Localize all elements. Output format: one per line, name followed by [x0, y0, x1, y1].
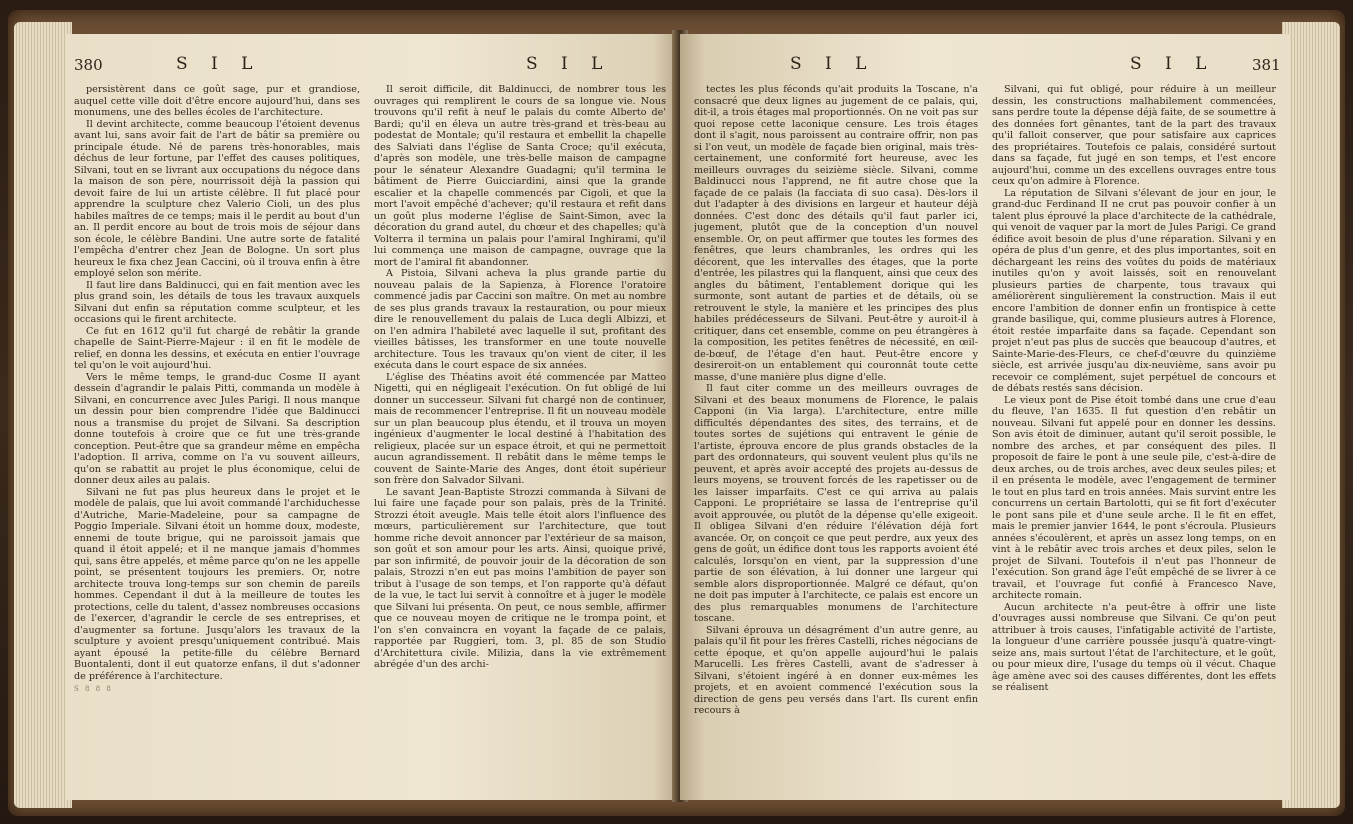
- paragraph: Vers le même temps, le grand-duc Cosme II ayant dessein d'agrandir le palais Pitti, commanda un modèle à Silvani, en concurrence avec Jules Parigi. Il nous manque un dessin pour bien comprendre l'idée que Baldinucci nous a transmise du projet de Silvani. Sa description donne toutefois à croire que ce fut une très-grande conception. Peut-être que sa grandeur même en empêcha l'adoption. Il arriva, comme on l'a vu souvent ailleurs, qu'on se rabattit au projet le plus économique, celui de donner deux ailes au palais.: [74, 371, 360, 486]
- paragraph: tectes les plus féconds qu'ait produits la Toscane, n'a consacré que deux lignes au jugement de ce palais, qui, dit-il, a trois étages mal proportionnés. On ne voit pas sur quoi repose cette laconique censure. Les trois étages dont il s'agit, nous paroissent au contraire offrir, non pas si l'on veut, un modèle de façade bien original, mais très-certainement, une conformité fort heureuse, avec les meilleurs ouvrages du seizième siècle. Silvani, comme Baldinucci nous l'apprend, ne fit autre chose que la façade de ce palais (la facciata di suo casa). Dès-lors il dut l'adapter à des divisions en largeur et hauteur déjà données. C'est donc des détails qu'il faut parler ici, jugement, plutôt que de la conception d'un nouvel ensemble. Or, on peut affirmer que toutes les formes des fenêtres, que leurs chambranles, les ordres qui les décorent, que les intervalles des étages, que la porte d'entrée, les pilastres qui la flanquent, ainsi que ceux des angles du bâtiment, l'entablement dorique qui les surmonte, sont autant de parties et de détails, où se retrouvent le style, la manière et les principes des plus habiles prédécesseurs de Silvani. Peut-être y auroit-il à critiquer, dans cet ensemble, comme on peu étrangères à la composition, les petites fenêtres de nécessité, en œil-de-bœuf, de l'étage d'en haut. Peut-être encore y desireroit-on un entablement qui couronnât toute cette masse, d'une manière plus digne d'elle.: [694, 84, 978, 383]
- paragraph: Silvani éprouva un désagrément d'un autre genre, au palais qu'il fit pour les frères Castelli, riches négocians de cette époque, et qu'on appelle aujourd'hui le palais Marucelli. Les frères Castelli, avant de s'adresser à Silvani, s'étoient ingéré à en donner eux-mêmes les projets, et en avoient commencé l'exécution sous la direction de gens peu versés dans l'art. Ils curent enfin recours à: [694, 624, 978, 716]
- page-edges-right: [1282, 22, 1340, 808]
- paragraph: L'église des Théatins avoit été commencée par Matteo Nigetti, qui en négligeait l'exécution. On fut obligé de lui donner un successeur. Silvani fut chargé non de continuer, mais de recommencer l'entreprise. Il fit un nouveau modèle sur un plan beaucoup plus étendu, et il trouva un moyen ingénieux d'augmenter le local destiné à l'habitation des religieux, placée sur un espace étroit, et qui ne permettoit aucun agrandissement. Il rebâtit dans le même temps le couvent de Sainte-Marie des Anges, dont étoit supérieur son frère don Salvador Silvani.: [374, 371, 666, 486]
- paragraph: Silvani, qui fut obligé, pour réduire à un meilleur dessin, les constructions malhabilement commencées, sans perdre toute la dépense déjà faite, de se soumettre à des données fort gênantes, tant de la part des travaux qu'il falloit conserver, que pour satisfaire aux caprices des propriétaires. Toutefois ce palais, considéré surtout dans sa façade, fut jugé en son temps, et l'est encore aujourd'hui, comme un des excellens ouvrages entre tous ceux qu'on admire à Florence.: [992, 84, 1276, 187]
- paragraph: Le savant Jean-Baptiste Strozzi commanda à Silvani de lui faire une façade pour son palais, près de la Trinité. Strozzi étoit aveugle. Mais telle étoit alors l'influence des mœurs, particulièrement sur l'architecture, que tout homme riche devoit annoncer par l'extérieur de sa maison, son goût et son amour pour les arts. Ainsi, quoique privé, par son infirmité, de pouvoir jouir de la décoration de son palais, Strozzi n'en eut pas moins l'ambition de payer son tribut à l'usage de son temps, et l'on rapporte qu'à défaut de la vue, le tact lui servit à connoître et à juger le modèle que Silvani lui présenta. On peut, ce nous semble, affirmer que ce nouveau moyen de critique ne le trompa point, et l'on s'en convaincra en voyant la façade de ce palais, rapportée par Ruggieri, tom. 3, pl. 85 de son Studio d'Architettura civile. Milizia, dans la vie extrêmement abrégée d'un des archi-: [374, 486, 666, 670]
- right-running-head-2: S I L: [1130, 54, 1216, 74]
- paragraph: Il faut citer comme un des meilleurs ouvrages de Silvani et des beaux monumens de Florence, le palais Capponi (in Via larga). L'architecture, entre mille difficultés dépendantes des sites, des terrains, et de toutes sortes de sujétions qui entravent le génie de l'artiste, éprouva encore de plus grands obstacles de la part des ordonnateurs, qui souvent veulent plus qu'ils ne peuvent, et après avoir accepté des projets au-dessus de leurs moyens, se trouvent forcés de les rapetisser ou de les laisser imparfaits. C'est ce qui arriva au palais Capponi. Le propriétaire se lassa de l'entreprise qu'il avoit approuvée, ou plutôt de la dépense qu'elle exigeoit. Il obligea Silvani d'en réduire l'élévation déjà fort avancée. Or, on conçoit ce que peut perdre, aux yeux des gens de goût, un édifice dont tous les rapports avoient été calculés, lorsqu'on en vient, par la suppression d'une partie de son élévation, à lui donner une largeur qui semble alors disproportionnée. Malgré ce défaut, qu'on ne doit pas imputer à l'architecte, ce palais est encore un des plus remarquables monumens de l'architecture toscane.: [694, 383, 978, 624]
- right-column-2: [992, 84, 1276, 784]
- right-folio: 381: [1252, 56, 1281, 74]
- paragraph: Le vieux pont de Pise étoit tombé dans une crue d'eau du fleuve, l'an 1635. Il fut question d'en rebâtir un nouveau. Silvani fut appelé pour en donner les dessins. Son avis étoit de diminuer, autant qu'il seroit possible, le nombre des arches, et par conséquent des piles. Il proposoit de faire le pont à une seule pile, c'est-à-dire de deux arches, ou de trois arches, avec deux seules piles; et il en présenta le modèle, avec l'engagement de terminer le tout en plus tard en trois années. Mais survint entre les concurrens un certain Bartolotti, qui se fit fort d'exécuter le pont sans pile et d'une seule arche. Il le fit en effet, mais le premier janvier 1644, le pont s'écroula. Plusieurs années s'écoulèrent, et après un assez long temps, on en vint à le rebâtir avec trois arches et deux piles, selon le projet de Silvani. Toutefois il n'eut pas l'honneur de l'exécution. Son grand âge l'eût empêché de se livrer à ce travail, et l'ouvrage fut confié à Francesco Nave, architecte romain.: [992, 394, 1276, 601]
- paragraph: Il faut lire dans Baldinucci, qui en fait mention avec les plus grand soin, les détails de tous les travaux auxquels Silvani dut enfin sa réputation comme sculpteur, et les occasions qui le firent architecte.: [74, 279, 360, 325]
- paragraph: A Pistoia, Silvani acheva la plus grande partie du nouveau palais de la Sapienza, à Florence l'oratoire commencé jadis par Caccini son maître. On met au nombre de ses plus grands travaux la restauration, ou pour mieux dire le renouvellement du palais de Luca degli Albizzi, et on l'en admira l'habileté avec laquelle il sut, profitant des vieilles bâtisses, les transformer en une toute nouvelle architecture. Tous les travaux qu'on vient de citer, il les exécuta dans le court espace de six années.: [374, 268, 666, 371]
- right-running-head-1: S I L: [790, 54, 876, 74]
- left-running-head-2: S I L: [526, 54, 612, 74]
- paragraph: Aucun architecte n'a peut-être à offrir une liste d'ouvrages aussi nombreuse que Silvani. Ce qu'on peut attribuer à trois causes, l'infatigable activité de l'artiste, la longueur d'une carrière poussée jusqu'à quatre-vingt-seize ans, mais surtout l'état de l'architecture, et le goût, ou pour mieux dire, l'usage du temps où il vécut. Chaque âge amène avec soi des causes différentes, dont les effets se réalisent: [992, 601, 1276, 693]
- left-running-head-1: S I L: [176, 54, 262, 74]
- right-column-1: [694, 84, 978, 784]
- right-page: [680, 34, 1290, 800]
- paragraph: La réputation de Silvani s'élevant de jour en jour, le grand-duc Ferdinand II ne crut pas pouvoir confier à un talent plus éprouvé la place d'architecte de la cathédrale, qui venoit de vaquer par la mort de Jules Parigi. Ce grand édifice avoit besoin de plus d'une réparation. Silvani y en opéra de plus d'un genre, et des plus importantes, soit en déchargeant les reins des voûtes du poids de matériaux inutiles qu'on y avoit laissés, soit en renouvelant plusieurs parties de charpente, tous travaux qui améliorèrent singulièrement la construction. Mais il eut encore l'ambition de donner enfin un frontispice à cette grande basilique, qui, comme plusieurs autres à Florence, étoit restée imparfaite dans sa façade. Cependant son projet n'eut pas plus de succès que beaucoup d'autres, et Sainte-Marie-des-Fleurs, ce chef-d'œuvre du quinzième siècle, est arrivée jusqu'au dix-neuvième, sans avoir pu recevoir ce complément, sujet perpétuel de concours et de débats restés sans décision.: [992, 187, 1276, 394]
- left-page: [66, 34, 678, 800]
- left-column-1: [74, 84, 360, 784]
- left-column-2: [374, 84, 666, 784]
- paragraph: persistèrent dans ce goût sage, pur et grandiose, auquel cette ville doit d'être encore aujourd'hui, dans ses monumens, une des belles écoles de l'architecture.: [74, 84, 360, 118]
- left-folio: 380: [74, 56, 103, 74]
- paragraph: Silvani ne fut pas plus heureux dans le projet et le modèle de palais, que lui avoit commandé l'archiduchesse d'Autriche, Marie-Madeleine, pour sa campagne de Poggio Imperiale. Silvani étoit un homme doux, modeste, ennemi de toute brigue, qui ne paroissoit jamais que quand il étoit appelé; et il ne manque jamais d'hommes qui, sans être appelés, et même parce qu'on ne les appelle point, se présentent toujours les premiers. Or, notre architecte trouva long-temps sur son chemin de pareils hommes. Cependant il dut à la meilleure de toutes les protections, celle du talent, d'assez nombreuses occasions de l'exercer, d'agrandir le cercle de ses entreprises, et d'augmenter sa fortune. Jusqu'alors les travaux de la sculpture y avoient presqu'uniquement contribué. Mais ayant épousé la petite-fille du célèbre Bernard Buontalenti, dont il eut quatorze enfans, il dut s'adonner de préférence à l'architecture.: [74, 486, 360, 682]
- page-edges-left: [14, 22, 72, 808]
- library-stamp: S 8 8 8: [74, 685, 113, 693]
- paragraph: Il devint architecte, comme beaucoup l'étoient devenus avant lui, sans avoir fait de l'art de bâtir sa première ou principale étude. Né de parens très-honorables, mais déchus de leur fortune, par l'effet des causes politiques, Silvani, tout en se livrant aux occupations du négoce dans la maison de son père, nourrissoit déjà la passion qui devoit faire de lui un artiste célèbre. Il fut placé pour apprendre la sculpture chez Valerio Cioli, un des plus habiles maîtres de ce temps; mais il le perdit au bout d'un an. Il perdit encore au bout de trois mois de séjour dans son école, le célèbre Bandini. Une autre sorte de fatalité l'empêcha d'entrer chez Jean de Bologne. Un sort plus heureux le fixa chez Jean Caccini, où il trouva enfin à être employé selon son mérite.: [74, 118, 360, 279]
- paragraph: Ce fut en 1612 qu'il fut chargé de rebâtir la grande chapelle de Saint-Pierre-Majeur : il en fit le modèle de relief, en donna les dessins, et exécuta en entier l'ouvrage tel qu'on le voit aujourd'hui.: [74, 325, 360, 371]
- paragraph: Il seroit difficile, dit Baldinucci, de nombrer tous les ouvrages qui remplirent le cours de sa longue vie. Nous trouvons qu'il refit à neuf le palais du comte Alberto de' Bardi; qu'il en éleva un autre très-grand et très-beau au podestat de Montale; qu'il restaura et embellit la chapelle des Salviati dans l'église de Santa Croce; qu'il exécuta, d'après son modèle, une très-belle maison de campagne pour le sénateur Alexandre Guadagni; qu'il termina le bâtiment de Pierre Guicciardini, ainsi que la grande escalier et la chapelle commencés par Cigoli, et que la mort l'avoit empêché d'achever; qu'il restaura et refit dans un goût plus moderne l'église de Saint-Simon, avec la décoration du grand autel, du chœur et des chapelles; qu'à Volterra il termina un palais pour l'amiral Inghirami, qu'il lui commença une maison de campagne, ouvrage que la mort de l'amiral fit abandonner.: [374, 84, 666, 268]
